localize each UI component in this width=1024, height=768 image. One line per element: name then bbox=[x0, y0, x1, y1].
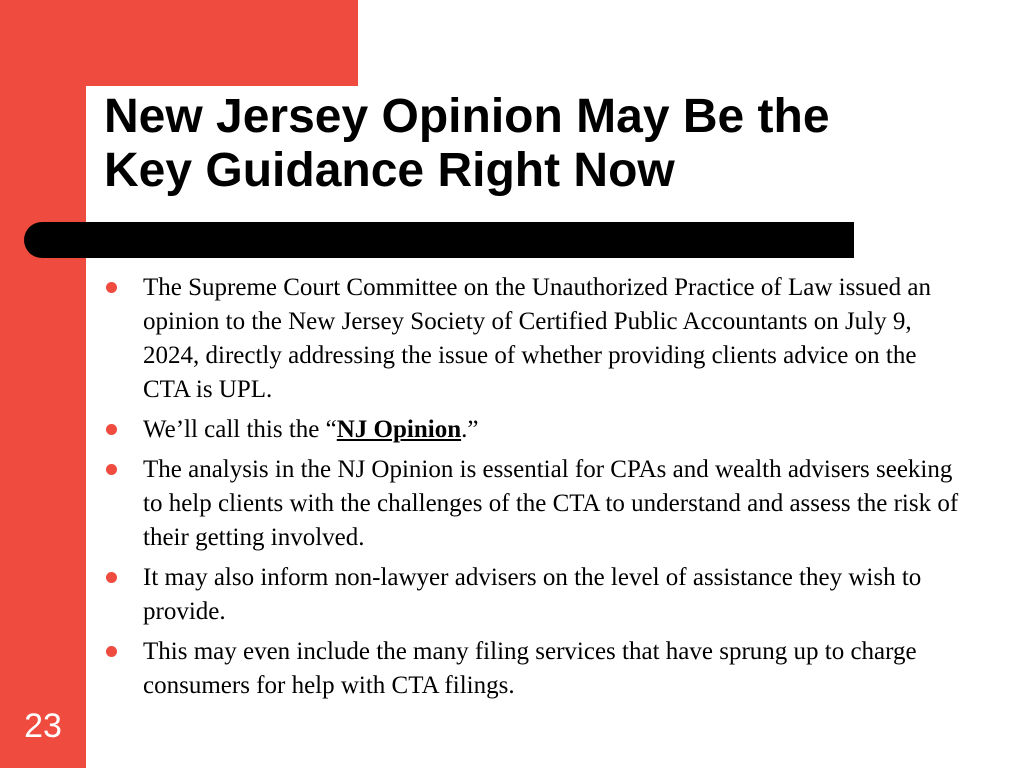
bullet-text: The analysis in the NJ Opinion is essential for CPAs and wealth advisers seeking to help clients with the challenges of the CTA to understand and assess the risk of their getting involved. bbox=[143, 456, 959, 551]
slide-title bbox=[104, 90, 984, 198]
bullet-item-committee-opinion bbox=[104, 271, 964, 407]
accent-side-band bbox=[0, 0, 86, 768]
bullet-list bbox=[104, 271, 964, 709]
bullet-item-nj-opinion-name bbox=[104, 413, 964, 447]
title-underline-bar bbox=[24, 222, 854, 258]
bullet-item-filing-services bbox=[104, 635, 964, 703]
bullet-dot-icon bbox=[106, 424, 117, 435]
nj-opinion-link[interactable]: NJ Opinion bbox=[336, 416, 462, 443]
accent-top-band bbox=[0, 0, 358, 86]
bullet-dot-icon bbox=[106, 464, 117, 475]
slide-title-line-1: New Jersey Opinion May Be the bbox=[104, 90, 830, 143]
page-number: 23 bbox=[24, 707, 62, 745]
bullet-text: This may even include the many filing services that have sprung up to charge consumers for help with CTA filings. bbox=[143, 638, 917, 699]
bullet-text-after: .” bbox=[461, 416, 479, 443]
bullet-dot-icon bbox=[106, 572, 117, 583]
bullet-item-non-lawyer-advisers bbox=[104, 561, 964, 629]
bullet-dot-icon bbox=[106, 646, 117, 657]
bullet-text: It may also inform non-lawyer advisers on the level of assistance they wish to provide. bbox=[143, 564, 922, 625]
bullet-item-analysis bbox=[104, 453, 964, 555]
bullet-text: The Supreme Court Committee on the Unauthorized Practice of Law issued an opinion to the New Jersey Society of Certified Public Accountants on July 9, 2024, directly addressing the issue of whether providing clients advice on the CTA is UPL. bbox=[143, 274, 931, 403]
bullet-dot-icon bbox=[106, 282, 117, 293]
slide-title-line-2: Key Guidance Right Now bbox=[104, 144, 675, 197]
bullet-text-before: We’ll call this the “ bbox=[143, 416, 337, 443]
